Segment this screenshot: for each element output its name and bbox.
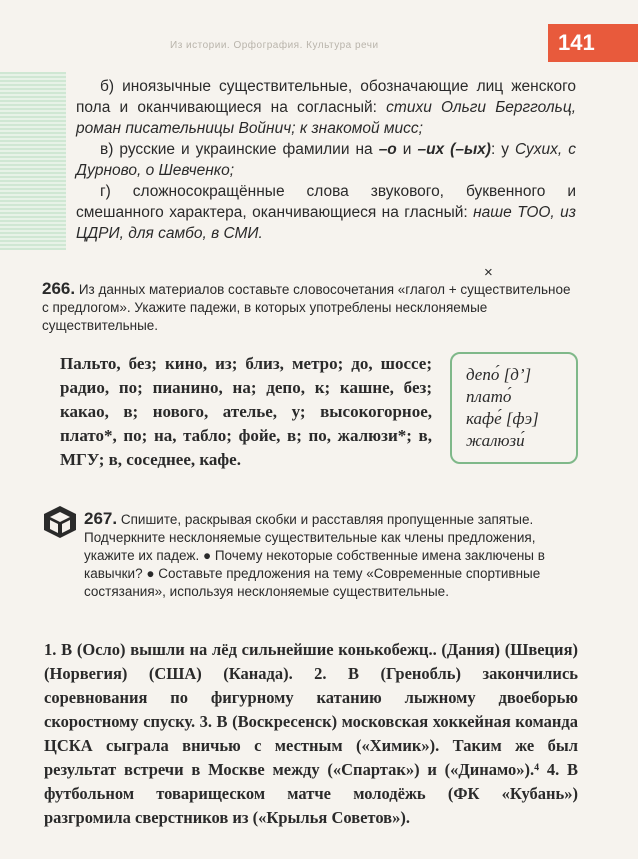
stress-box — [450, 352, 578, 464]
cube-icon — [42, 504, 78, 540]
exercise-number: 267. — [84, 509, 118, 528]
page-number-badge — [548, 24, 638, 62]
x-mark: × — [484, 264, 493, 281]
box-word: жалюзи́ — [466, 431, 525, 450]
box-word: плато́ — [466, 387, 512, 406]
exercise-number: 266. — [42, 279, 76, 298]
list-item-g: г) сложносокращённые слова звукового, буквенного и смешанного характера, оканчивающиеся на гласный: наше ТОО, из ЦДРИ, для самбо, в СМИ. — [76, 183, 577, 242]
exercise-text: Из данных материалов составьте словосочетания «глагол + существительное с предлогом». Укажите падежи, в которых употреблены несклоняемые существительные. — [42, 282, 571, 333]
word-material: Пальто, без; кино, из; близ, метро; до, шоссе; радио, по; пианино, на; депо, к; кашне, без; какао, в; нового, ателье, у; высокогорное, плато*, по; на, табло; фойе, в; по, жалюзи*; в, МГУ; в, соседнее, кафе. — [60, 354, 432, 469]
box-word: кафе́ [фэ] — [466, 409, 539, 428]
list-item-v: в) русские и украинские фамилии на –о и –их (–ых): у Сухих, с Дурново, о Шевченко; — [76, 141, 576, 179]
margin-stripe — [0, 72, 66, 250]
exercise-267 — [84, 510, 578, 601]
list-item-b: б) иноязычные существительные, обозначающие лиц женского пола и оканчивающиеся на согласный: стихи Ольги Берггольц, роман писательницы Войнич; к знакомой мисс; — [76, 78, 576, 137]
page-number: 141 — [558, 30, 595, 55]
exercise-266 — [42, 280, 578, 335]
rule-list — [76, 76, 576, 244]
exercise-text-body: 1. В (Осло) вышли на лёд сильнейшие конькобежц.. (Дания) (Швеция) (Норвегия) (США) (Канада). 2. В (Гренобль) закончились соревнования по фигурному катанию лыжному двоеборью скоростному спуску. 3. В (Воскресенск) московская хоккейная команда ЦСКА сыграла вничью с местным («Химик»). Таким же был результат встречи в Москве между («Спартак») и («Динамо»).⁴ 4. В футбольном товарищеском матче молодёжь (ФК «Кубань») разгромила сверстников из («Крылья Советов»). — [44, 640, 578, 827]
running-header: Из истории. Орфография. Культура речи — [170, 40, 379, 51]
exercise-text: Спишите, раскрывая скобки и расставляя пропущенные запятые. Подчеркните несклоняемые существительные как члены предложения, укажите их падеж. ● Почему некоторые собственные имена заключены в кавычки? ● Составьте предложения на тему «Современные спортивные состязания», используя несклоняемые существительные. — [84, 512, 545, 599]
box-word: депо́ [д’] — [466, 365, 532, 384]
